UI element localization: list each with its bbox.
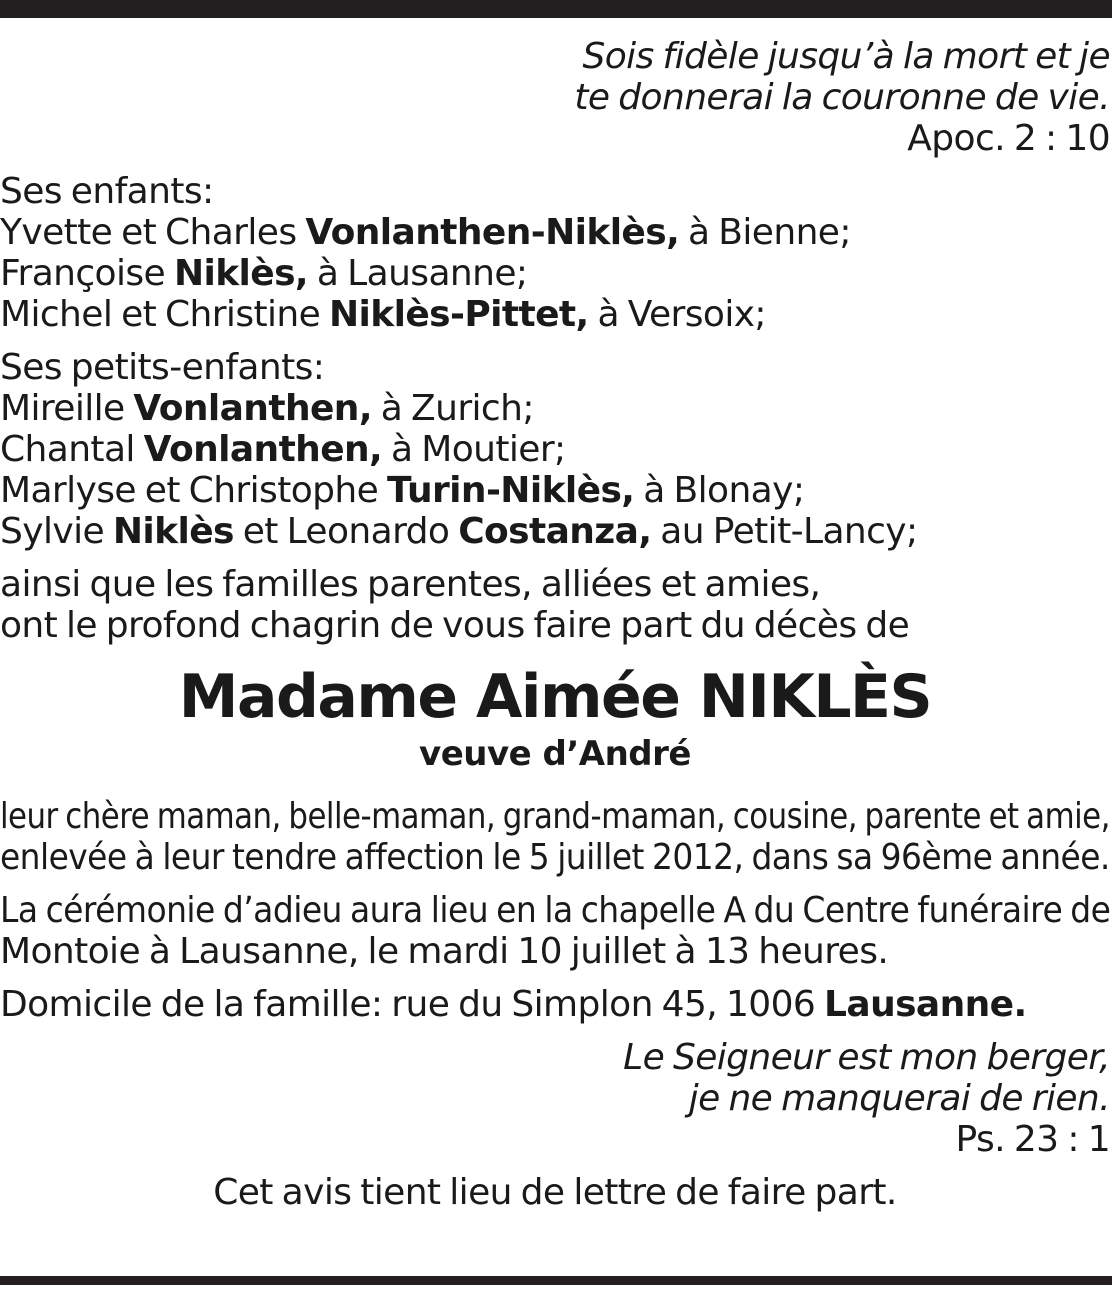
entry-place: à Bienne; [679, 212, 851, 253]
entry-names: Sylvie [0, 511, 113, 552]
announcement-line-1: ainsi que les familles parentes, alliées et amies, [0, 564, 821, 605]
entry-surname: Vonlanthen-Niklès, [305, 212, 680, 253]
description [0, 796, 1110, 878]
ceremony-info [0, 890, 1110, 972]
entry-place: à Blonay; [634, 470, 805, 511]
grandchildren-entry [0, 470, 1110, 511]
epigraph-bottom-line-2: je ne manquerai de rien. [688, 1078, 1110, 1119]
entry-place: au Petit-Lancy; [651, 511, 918, 552]
entry-surname: Turin-Niklès, [387, 470, 635, 511]
entry-place: à Versoix; [588, 294, 766, 335]
footer [0, 1172, 1110, 1213]
ceremony-line-2: Montoie à Lausanne, le mardi 10 juillet à 13 heures. [0, 931, 889, 972]
footer-note: Cet avis tient lieu de lettre de faire part. [213, 1172, 897, 1213]
description-line-1: leur chère maman, belle-maman, grand-maman, cousine, parente et amie, [0, 796, 1110, 837]
grandchildren-entry [0, 429, 1110, 470]
children-heading: Ses enfants: [0, 171, 214, 212]
entry-surname: Niklès, [173, 253, 309, 294]
entry-names: Françoise [0, 253, 174, 294]
entry-place: à Zurich; [371, 388, 534, 429]
epigraph-top-line-1: Sois fidèle jusqu’à la mort et je [582, 36, 1110, 77]
description-line-2: enlevée à leur tendre affection le 5 juillet 2012, dans sa 96ème année. [0, 837, 1110, 878]
epigraph-bottom [0, 1037, 1110, 1160]
children-section [0, 171, 1110, 335]
epigraph-top [0, 36, 1110, 159]
grandchildren-heading: Ses petits-enfants: [0, 347, 325, 388]
entry-names: Mireille [0, 388, 134, 429]
ceremony-line-1: La cérémonie d’adieu aura lieu en la chapelle A du Centre funéraire de [0, 890, 1111, 931]
domicile [0, 984, 1110, 1025]
domicile-line [0, 984, 1110, 1025]
children-entry [0, 253, 1110, 294]
grandchildren-entry [0, 388, 1110, 429]
deceased-name: Madame Aimée NIKLÈS [178, 662, 932, 732]
children-entry [0, 294, 1110, 335]
grandchildren-entry [0, 511, 1110, 552]
top-border-rule [0, 0, 1112, 18]
entry-names: Chantal [0, 429, 144, 470]
announcement [0, 564, 1110, 646]
domicile-address: Domicile de la famille: rue du Simplon 45, 1006 [0, 984, 825, 1025]
announcement-line-2: ont le profond chagrin de vous faire part du décès de [0, 605, 910, 646]
domicile-city: Lausanne. [824, 984, 1027, 1025]
obituary-notice [0, 36, 1110, 1213]
entry-surname: Niklès-Pittet, [329, 294, 589, 335]
grandchildren-section [0, 347, 1110, 552]
epigraph-top-reference: Apoc. 2 : 10 [907, 118, 1110, 159]
entry-surname: Vonlanthen, [143, 429, 383, 470]
entry-middle: et Leonardo [233, 511, 459, 552]
children-entry [0, 212, 1110, 253]
entry-names: Michel et Christine [0, 294, 330, 335]
entry-surname: Vonlanthen, [133, 388, 372, 429]
entry-surname-2: Costanza, [458, 511, 652, 552]
epigraph-bottom-line-1: Le Seigneur est mon berger, [623, 1037, 1110, 1078]
epigraph-top-line-2: te donnerai la couronne de vie. [574, 77, 1110, 118]
entry-names: Yvette et Charles [0, 212, 306, 253]
entry-place: à Moutier; [382, 429, 566, 470]
entry-place: à Lausanne; [308, 253, 528, 294]
entry-surname: Niklès [112, 511, 234, 552]
bottom-border-rule [0, 1276, 1112, 1285]
entry-names: Marlyse et Christophe [0, 470, 387, 511]
epigraph-bottom-reference: Ps. 23 : 1 [955, 1119, 1110, 1160]
deceased-subtitle: veuve d’André [419, 734, 691, 774]
